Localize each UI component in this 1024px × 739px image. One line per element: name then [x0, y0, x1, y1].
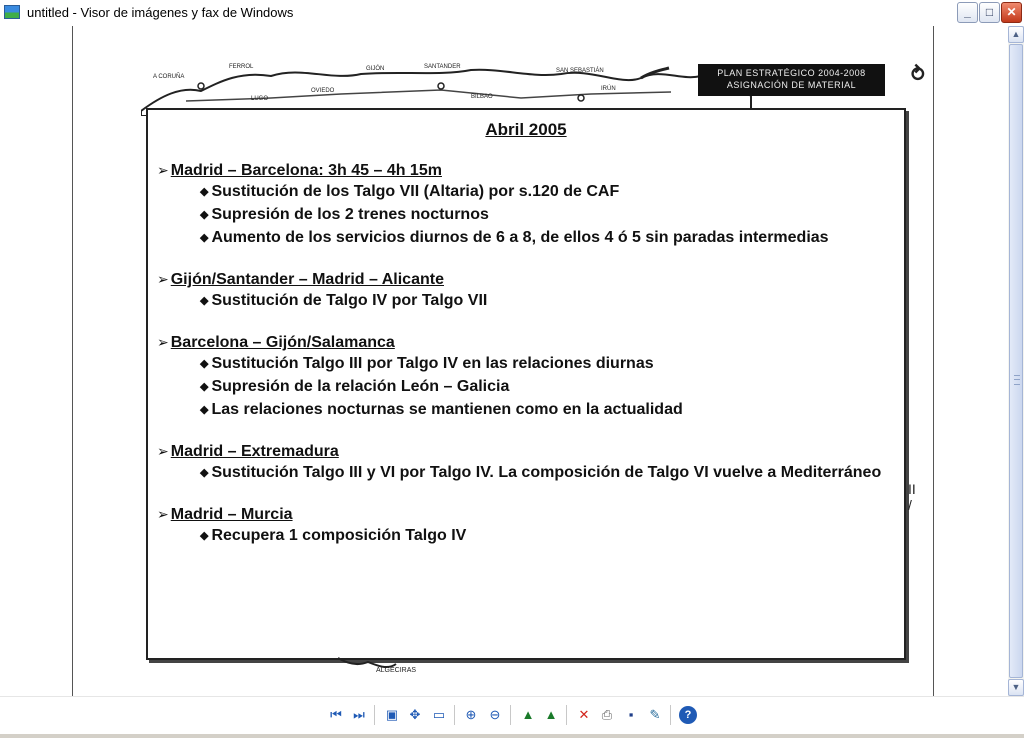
title-bar: [0, 0, 1024, 27]
window-title: untitled - Visor de imágenes y fax de Windows: [27, 5, 294, 20]
map-bottom-label: ALGECIRAS: [376, 667, 417, 674]
map-label: BILBAO: [471, 94, 493, 100]
slideshow-icon: ▭: [432, 707, 446, 722]
diamond-bullet-icon: ◆: [200, 186, 209, 198]
scroll-up-button[interactable]: ▲: [1008, 26, 1024, 43]
route-item: ◆ Sustitución de los Talgo VII (Altaria) por s.120 de CAF: [200, 183, 620, 200]
slide-title: Abril 2005: [485, 120, 567, 139]
route-sections: [157, 160, 892, 567]
route-item: ◆ Sustitución Talgo III y VI por Talgo IV. La composición de Talgo VI vuelve a Mediterráneo: [200, 464, 882, 481]
vertical-scrollbar[interactable]: [1008, 26, 1024, 696]
rotate-clockwise-button[interactable]: [519, 706, 537, 724]
map-label: SAN SEBASTIÁN: [556, 68, 604, 74]
actual-size-icon: ✥: [409, 707, 421, 722]
diamond-bullet-icon: ◆: [200, 295, 209, 307]
route-heading: ➢ Barcelona – Gijón/Salamanca: [157, 334, 395, 351]
zoom-out-icon: ⊖: [489, 707, 501, 722]
plan-header-line1: PLAN ESTRATÉGICO 2004-2008: [717, 68, 866, 78]
rotate-counterclockwise-button[interactable]: [542, 706, 560, 724]
map-label: FERROL: [229, 64, 254, 70]
diamond-bullet-icon: ◆: [200, 404, 209, 416]
previous-image-button[interactable]: [327, 706, 345, 724]
diamond-bullet-icon: ◆: [200, 232, 209, 244]
zoom-in-button[interactable]: [462, 706, 480, 724]
toolbar-separator: [670, 705, 671, 725]
route-item: ◆ Recupera 1 composición Talgo IV: [200, 527, 467, 544]
diamond-bullet-icon: ◆: [200, 530, 209, 542]
zoom-out-button[interactable]: [486, 706, 504, 724]
image-viewport[interactable]: [0, 26, 1008, 696]
route-item: ◆ Supresión de la relación León – Galicia: [200, 378, 510, 395]
diamond-bullet-icon: ◆: [200, 381, 209, 393]
map-label: OVIEDO: [311, 88, 335, 94]
toolbar-separator: [454, 705, 455, 725]
plan-header-box: [698, 64, 885, 96]
map-label: SANTANDER: [424, 64, 461, 70]
toolbar-separator: [374, 705, 375, 725]
maximize-button[interactable]: □: [979, 2, 1000, 23]
zoom-in-icon: ⊕: [465, 707, 477, 722]
arrow-bullet-icon: ➢: [157, 443, 169, 459]
route-item: ◆ Supresión de los 2 trenes nocturnos: [200, 206, 489, 223]
route-section: [157, 332, 892, 422]
renfe-logo-icon: ⥁: [911, 64, 925, 86]
page-edge-marks: II /: [908, 481, 916, 513]
route-item: ◆ Sustitución de Talgo IV por Talgo VII: [200, 292, 488, 309]
scanned-document: [72, 26, 934, 696]
map-label: GIJÓN: [366, 66, 385, 72]
toolbar-separator: [566, 705, 567, 725]
next-icon: ⏭: [353, 707, 365, 722]
print-button[interactable]: [598, 706, 616, 724]
delete-button[interactable]: [575, 706, 593, 724]
toolbar-separator: [510, 705, 511, 725]
actual-size-button[interactable]: [406, 706, 424, 724]
scroll-thumb[interactable]: [1009, 44, 1023, 678]
grip-icon: [1014, 375, 1020, 385]
best-fit-button[interactable]: [383, 706, 401, 724]
minimize-button[interactable]: _: [957, 2, 978, 23]
image-viewer-app-icon[interactable]: [4, 5, 20, 19]
slide-content-box: [146, 108, 906, 660]
help-button[interactable]: [679, 706, 697, 724]
best-fit-icon: ▣: [385, 707, 399, 722]
rotate-cw-icon: ▲: [521, 707, 535, 722]
route-item: ◆ Aumento de los servicios diurnos de 6 a 8, de ellos 4 ó 5 sin paradas intermedias: [200, 229, 829, 246]
plan-header-line2: ASIGNACIÓN DE MATERIAL: [726, 80, 857, 90]
next-image-button[interactable]: [350, 706, 368, 724]
map-label: LUGO: [251, 96, 269, 102]
diamond-bullet-icon: ◆: [200, 358, 209, 370]
viewer-toolbar: [0, 696, 1024, 739]
arrow-bullet-icon: ➢: [157, 162, 169, 178]
print-icon: ⎙: [601, 707, 613, 722]
save-icon: ▪: [628, 707, 634, 722]
route-item: ◆ Las relaciones nocturnas se mantienen como en la actualidad: [200, 401, 683, 418]
scroll-down-button[interactable]: ▼: [1008, 679, 1024, 696]
route-heading: ➢ Gijón/Santander – Madrid – Alicante: [157, 271, 444, 288]
close-button[interactable]: ✕: [1001, 2, 1022, 23]
edit-button[interactable]: [646, 706, 664, 724]
prev-icon: ⏮: [330, 707, 342, 722]
window-bottom-border: [0, 734, 1024, 738]
delete-icon: ✕: [578, 707, 590, 722]
route-heading: ➢ Madrid – Murcia: [157, 506, 293, 523]
route-item: ◆ Sustitución Talgo III por Talgo IV en las relaciones diurnas: [200, 355, 654, 372]
route-heading: ➢ Madrid – Barcelona: 3h 45 – 4h 15m: [157, 162, 442, 179]
map-label: A CORUÑA: [153, 74, 185, 80]
diamond-bullet-icon: ◆: [200, 209, 209, 221]
rotate-ccw-icon: ▲: [544, 707, 558, 722]
help-icon: ?: [684, 709, 692, 721]
arrow-bullet-icon: ➢: [157, 506, 169, 522]
edit-icon: ✎: [649, 707, 661, 722]
route-section: [157, 269, 892, 313]
arrow-bullet-icon: ➢: [157, 334, 169, 350]
map-bottom-fragment: [338, 656, 458, 676]
route-heading: ➢ Madrid – Extremadura: [157, 443, 339, 460]
arrow-bullet-icon: ➢: [157, 271, 169, 287]
route-section: [157, 160, 892, 250]
route-section: [157, 504, 892, 548]
slideshow-button[interactable]: [430, 706, 448, 724]
diamond-bullet-icon: ◆: [200, 467, 209, 479]
save-button[interactable]: [622, 706, 640, 724]
route-section: [157, 441, 892, 485]
map-label: IRÚN: [601, 86, 616, 92]
